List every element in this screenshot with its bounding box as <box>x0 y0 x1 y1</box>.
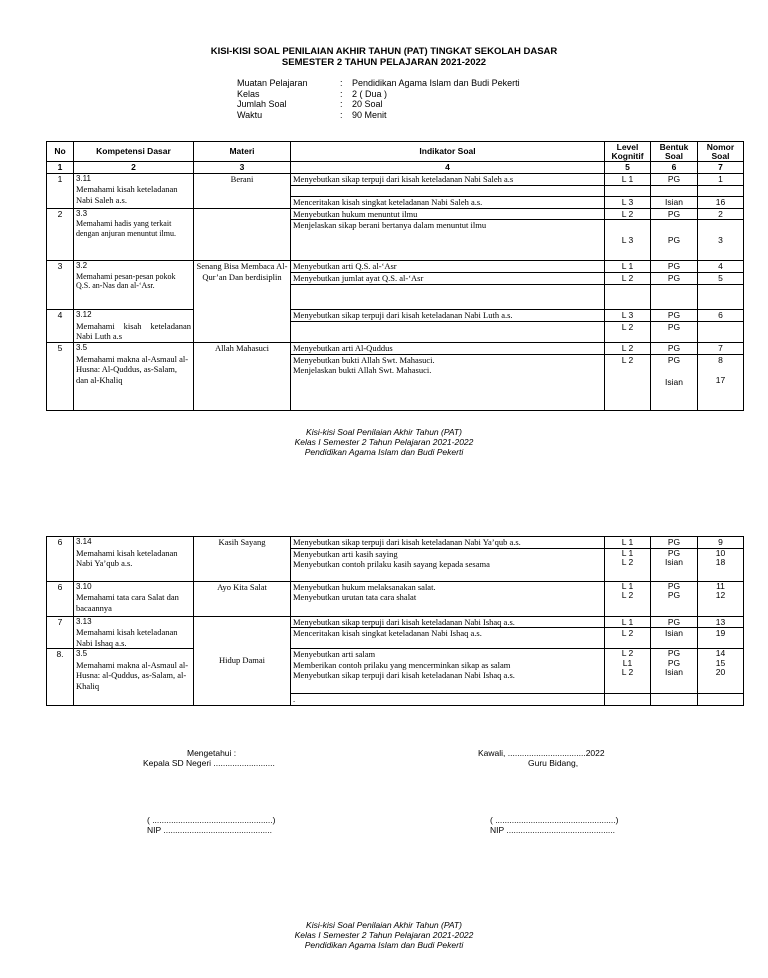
table-row: . <box>47 694 744 706</box>
teacher-label: Guru Bidang, <box>528 758 579 768</box>
kisi-table-page-2 <box>46 536 744 706</box>
materi-cell: Kasih Sayang <box>194 537 291 582</box>
kd-cell: 3.5 Memahami makna al-Asmaul al-Husna: Al-Quddus, as-Salam, dan al-Khaliq <box>74 343 194 411</box>
table-row: 4 3.12 Memahami kisah keteladanan Nabi Luth a.s Menyebutkan sikap terpuji dari kisah keteladanan Nabi Luth a.s. L 3 PG 6 <box>47 310 744 322</box>
info-row: Jumlah Soal : 20 Soal <box>237 99 383 109</box>
kd-cell: 3.3 Memahami hadis yang terkait dengan anjuran menuntut ilmu. <box>74 208 194 261</box>
table-row: Menyebutkan bukti Allah Swt. Mahasuci. Menjelaskan bukti Allah Swt. Mahasuci. L 2 PG Isian 8 17 <box>47 354 744 410</box>
header-indikator: Indikator Soal <box>291 142 605 162</box>
header-level: Level Kognitif <box>605 142 651 162</box>
header-materi: Materi <box>194 142 291 162</box>
title-line-2: SEMESTER 2 TAHUN PELAJARAN 2021-2022 <box>281 57 487 68</box>
header-bentuk: Bentuk Soal <box>651 142 698 162</box>
materi-cell <box>194 208 291 261</box>
kd-cell: 3.5 Memahami makna al-Asmaul al-Husna: al-Quddus, as-Salam, al-Khaliq <box>74 649 194 706</box>
materi-cell: Hidup Damai <box>194 616 291 705</box>
kd-cell: 3.13 Memahami kisah keteladanan Nabi Ishaq a.s. <box>74 616 194 649</box>
kd-cell: 3.12 Memahami kisah keteladanan Nabi Luth a.s <box>74 310 194 343</box>
table-row: L 2 PG <box>47 322 744 343</box>
table-row: 7 3.13 Memahami kisah keteladanan Nabi Ishaq a.s. Hidup Damai Menyebutkan sikap terpuji dari kisah keteladanan Nabi Ishaq a.s. L 1 PG 13 <box>47 616 744 628</box>
materi-cell: Senang Bisa Membaca Al-Qur’an Dan berdisiplin <box>194 261 291 343</box>
table-row: 5 3.5 Memahami makna al-Asmaul al-Husna: Al-Quddus, as-Salam, dan al-Khaliq Allah Mahasuci Menyebutkan arti Al-Quddus L 2 PG 7 <box>47 343 744 355</box>
subject-info <box>237 78 520 120</box>
principal-nip: NIP .............................................. <box>147 825 273 835</box>
table-row: Menjelaskan sikap berani bertanya dalam menuntut ilmu L 3 PG 3 <box>47 220 744 261</box>
table-row: 1 3.11 Memahami kisah keteladanan Nabi Saleh a.s. Berani Menyebutkan sikap terpuji dari kisah keteladanan Nabi Saleh a.s L 1 PG 1 <box>47 173 744 185</box>
title-line-1: KISI-KISI SOAL PENILAIAN AKHIR TAHUN (PAT) TINGKAT SEKOLAH DASAR <box>210 46 558 57</box>
info-row: Muatan Pelajaran : Pendidikan Agama Islam dan Budi Pekerti <box>237 78 520 88</box>
materi-cell: Ayo Kita Salat <box>194 581 291 616</box>
table-row: 6 3.14 Memahami kisah keteladanan Nabi Ya’qub a.s. Kasih Sayang Menyebutkan sikap terpuji dari kisah keteladanan Nabi Ya’qub a.s. L 1 PG 9 <box>47 537 744 549</box>
info-row: Kelas : 2 ( Dua ) <box>237 88 388 99</box>
table-row: 8. 3.5 Memahami makna al-Asmaul al-Husna: al-Quddus, as-Salam, al-Khaliq Menyebutkan arti salam Memberikan contoh prilaku yang mencerminkan sikap as salam Menyebutkan sikap terpuji dari kisah keteladanan Nabi Ishaq a.s. L 2 L1 L 2 PG PG Isian 14 15 20 <box>47 649 744 694</box>
column-number-row: 1 2 3 4 5 6 7 <box>47 162 744 174</box>
table-row: 6 3.10 Memahami tata cara Salat dan bacaannya Ayo Kita Salat Menyebutkan hukum melaksanakan salat. Menyebutkan urutan tata cara shalat L 1 L 2 PG PG 11 12 <box>47 581 744 616</box>
teacher-name-placeholder: ( ...................................................) <box>490 815 619 825</box>
principal-name-placeholder: ( ...................................................) <box>147 815 276 825</box>
principal-label: Kepala SD Negeri .......................... <box>143 758 275 768</box>
kd-cell: 3.11 Memahami kisah keteladanan Nabi Saleh a.s. <box>74 173 194 208</box>
info-row: Waktu : 90 Menit <box>237 109 387 120</box>
header-kd: Kompetensi Dasar <box>74 142 194 162</box>
kisi-table-page-1 <box>46 141 744 411</box>
table-row: Menyebutkan jumlat ayat Q.S. al-‘Asr L 2 PG 5 <box>47 273 744 285</box>
teacher-nip: NIP .............................................. <box>490 825 616 835</box>
kd-cell: 3.14 Memahami kisah keteladanan Nabi Ya’qub a.s. <box>74 537 194 582</box>
table-row: Menceritakan kisah singkat keteladanan Nabi Ishaq a.s. L 2 Isian 19 <box>47 628 744 649</box>
header-no: No <box>47 142 74 162</box>
materi-cell: Berani <box>194 173 291 208</box>
table-row: Menyebutkan arti kasih saying Menyebutkan contoh prilaku kasih sayang kepada sesama L 1 L 2 PG Isian 10 18 <box>47 548 744 581</box>
kd-cell: 3.2 Memahami pesan-pesan pokok Q.S. an-Nas dan al-‘Asr. <box>74 261 194 310</box>
table-row: Menceritakan kisah singkat keteladanan Nabi Saleh a.s. L 3 Isian 16 <box>47 196 744 208</box>
header-row <box>47 142 744 162</box>
materi-cell: Allah Mahasuci <box>194 343 291 411</box>
table-row: 2 3.3 Memahami hadis yang terkait dengan anjuran menuntut ilmu. Menyebutkan hukum menuntut ilmu L 2 PG 2 <box>47 208 744 220</box>
table-row: 3 3.2 Memahami pesan-pesan pokok Q.S. an-Nas dan al-‘Asr. Senang Bisa Membaca Al-Qur’an Dan berdisiplin Menyebutkan arti Q.S. al-‘Asr L 1 PG 4 <box>47 261 744 273</box>
header-nomor: Nomor Soal <box>698 142 744 162</box>
known-by-label: Mengetahui : <box>187 748 237 758</box>
place-date: Kawali, .................................2022 <box>478 748 605 758</box>
kd-cell: 3.10 Memahami tata cara Salat dan bacaannya <box>74 581 194 616</box>
